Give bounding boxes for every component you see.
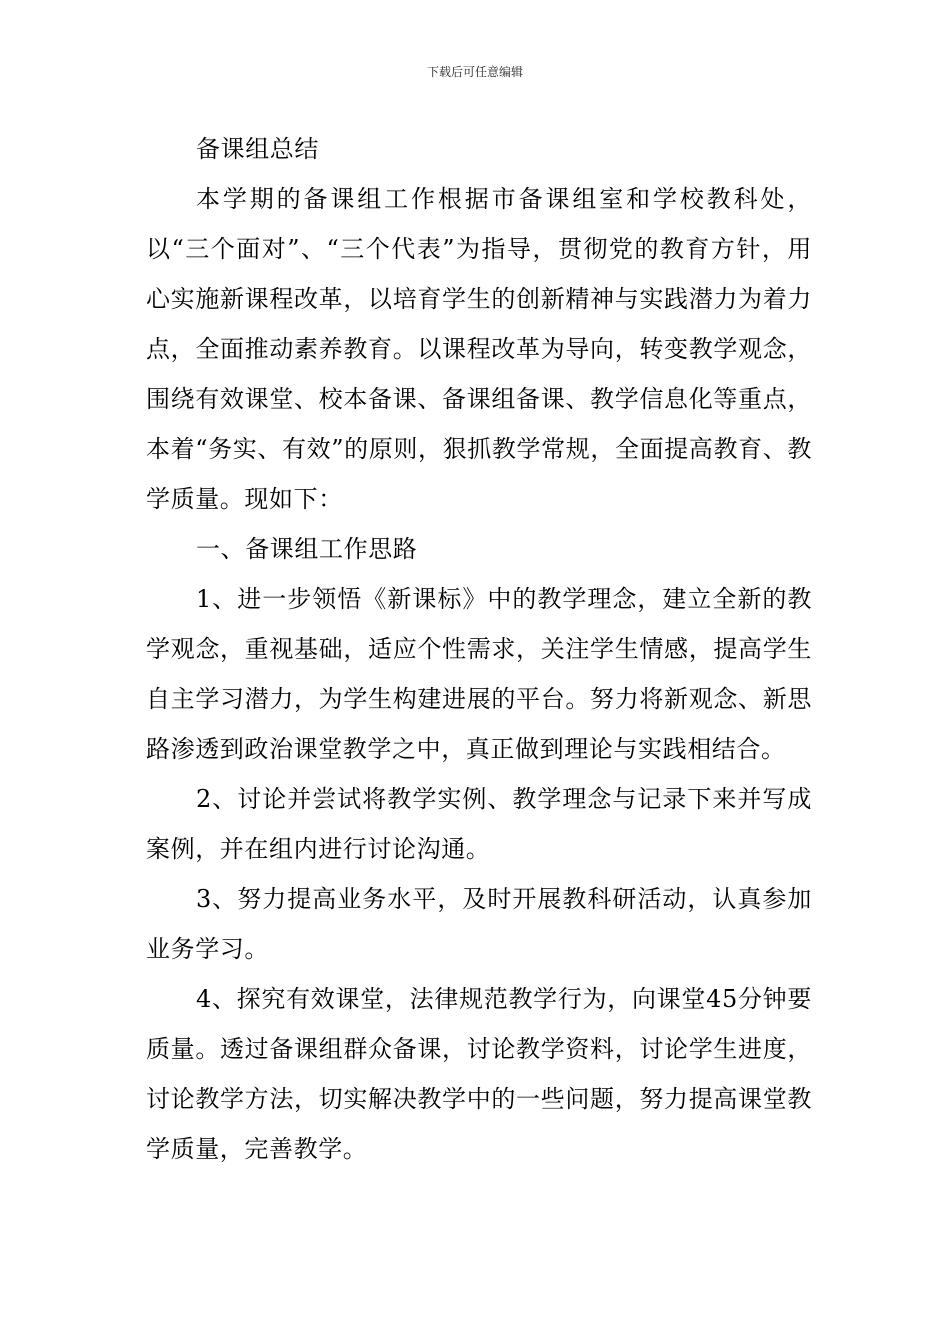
- document-body: [146, 124, 812, 1174]
- document-title: 备课组总结: [196, 135, 319, 163]
- list-item-2: 2、讨论并尝试将教学实例、教学理念与记录下来并写成案例，并在组内进行讨论沟通。: [146, 785, 812, 863]
- list-item-3: 3、努力提高业务水平，及时开展教科研活动，认真参加业务学习。: [146, 885, 812, 963]
- section-heading: 一、备课组工作思路: [196, 535, 418, 563]
- intro-paragraph: 本学期的备课组工作根据市备课组室和学校教科处，以“三个面对”、“三个代表”为指导，贯彻党的教育方针，用心实施新课程改革，以培育学生的创新精神与实践潜力为着力点，全面推动素养教育。以课程改革为导向，转变教学观念，围绕有效课堂、校本备课、备课组备课、教学信息化等重点，本着“务实、有效”的原则，狠抓教学常规，全面提高教育、教学质量。现如下：: [146, 185, 812, 513]
- list-item-4: 4、探究有效课堂，法律规范教学行为，向课堂45分钟要质量。透过备课组群众备课，讨论教学资料，讨论学生进度，讨论教学方法，切实解决教学中的一些问题，努力提高课堂教学质量，完善教学。: [146, 985, 812, 1163]
- list-item-1: 1、进一步领悟《新课标》中的教学理念，建立全新的教学观念，重视基础，适应个性需求，关注学生情感，提高学生自主学习潜力，为学生构建进展的平台。努力将新观念、新思路渗透到政治课堂教学之中，真正做到理论与实践相结合。: [146, 585, 812, 763]
- page-header-note: 下载后可任意编辑: [426, 65, 523, 79]
